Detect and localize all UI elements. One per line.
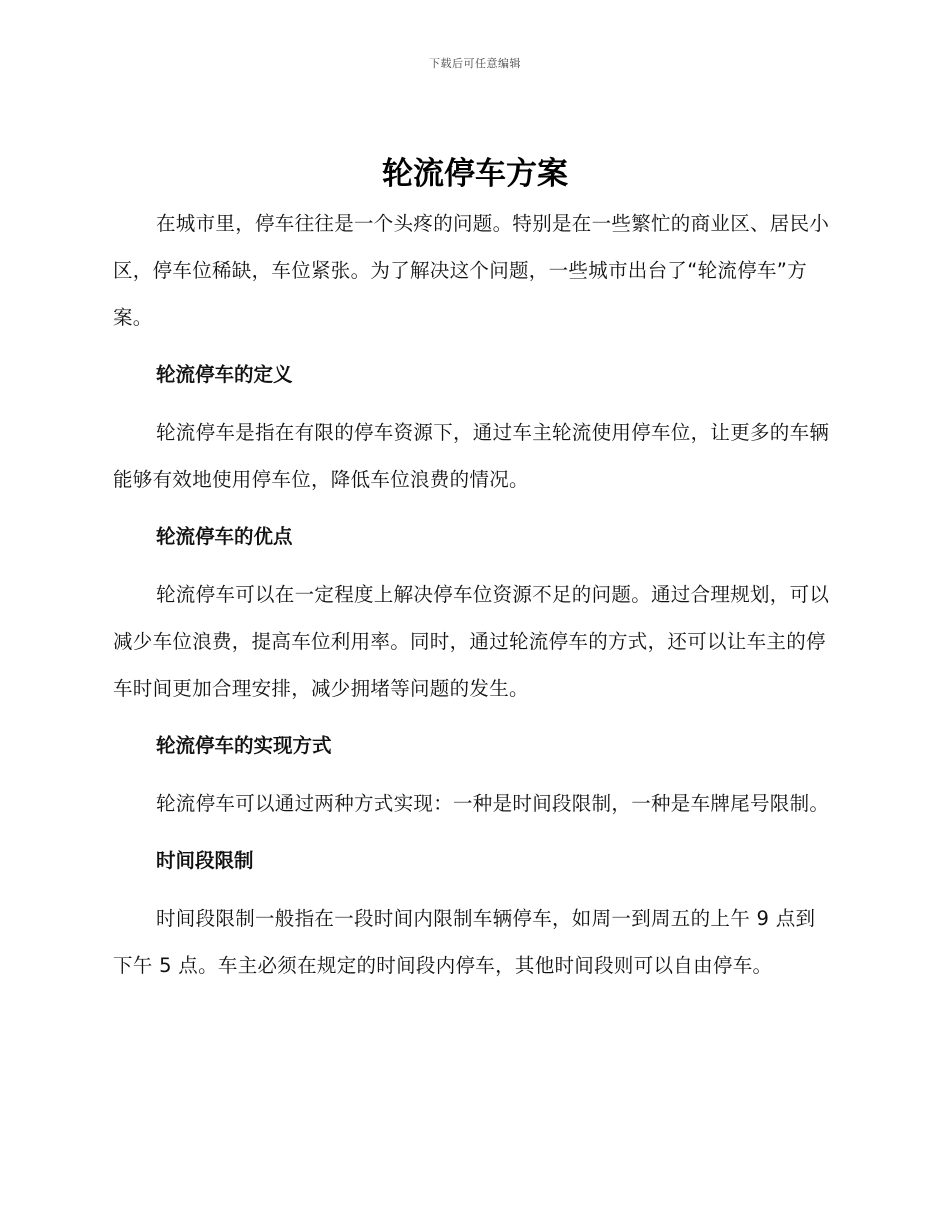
section-heading-advantages: 轮流停车的优点 <box>156 525 293 548</box>
section-paragraph-time-limit: 时间段限制一般指在一段时间内限制车辆停车，如周一到周五的上午 9 点到下午 5 点。车主必须在规定的时间段内停车，其他时间段则可以自由停车。 <box>113 907 816 977</box>
section-heading-time-limit: 时间段限制 <box>156 849 254 872</box>
section-paragraph-advantages: 轮流停车可以在一定程度上解决停车位资源不足的问题。通过合理规划，可以减少车位浪费，提高车位利用率。同时，通过轮流停车的方式，还可以让车主的停车时间更加合理安排，减少拥堵等问题的发生。 <box>113 583 830 700</box>
section-heading-definition: 轮流停车的定义 <box>156 363 293 386</box>
section-paragraph-definition: 轮流停车是指在有限的停车资源下，通过车主轮流使用停车位，让更多的车辆能够有效地使用停车位，降低车位浪费的情况。 <box>113 421 830 491</box>
page-header-note: 下载后可任意编辑 <box>429 57 521 70</box>
section-paragraph-implementation: 轮流停车可以通过两种方式实现：一种是时间段限制，一种是车牌尾号限制。 <box>156 792 830 815</box>
intro-paragraph: 在城市里，停车往往是一个头疼的问题。特别是在一些繁忙的商业区、居民小区，停车位稀缺，车位紧张。为了解决这个问题，一些城市出台了“轮流停车”方案。 <box>113 212 830 329</box>
section-heading-implementation: 轮流停车的实现方式 <box>156 734 332 757</box>
document-body <box>113 200 833 989</box>
document-title: 轮流停车方案 <box>382 156 568 192</box>
